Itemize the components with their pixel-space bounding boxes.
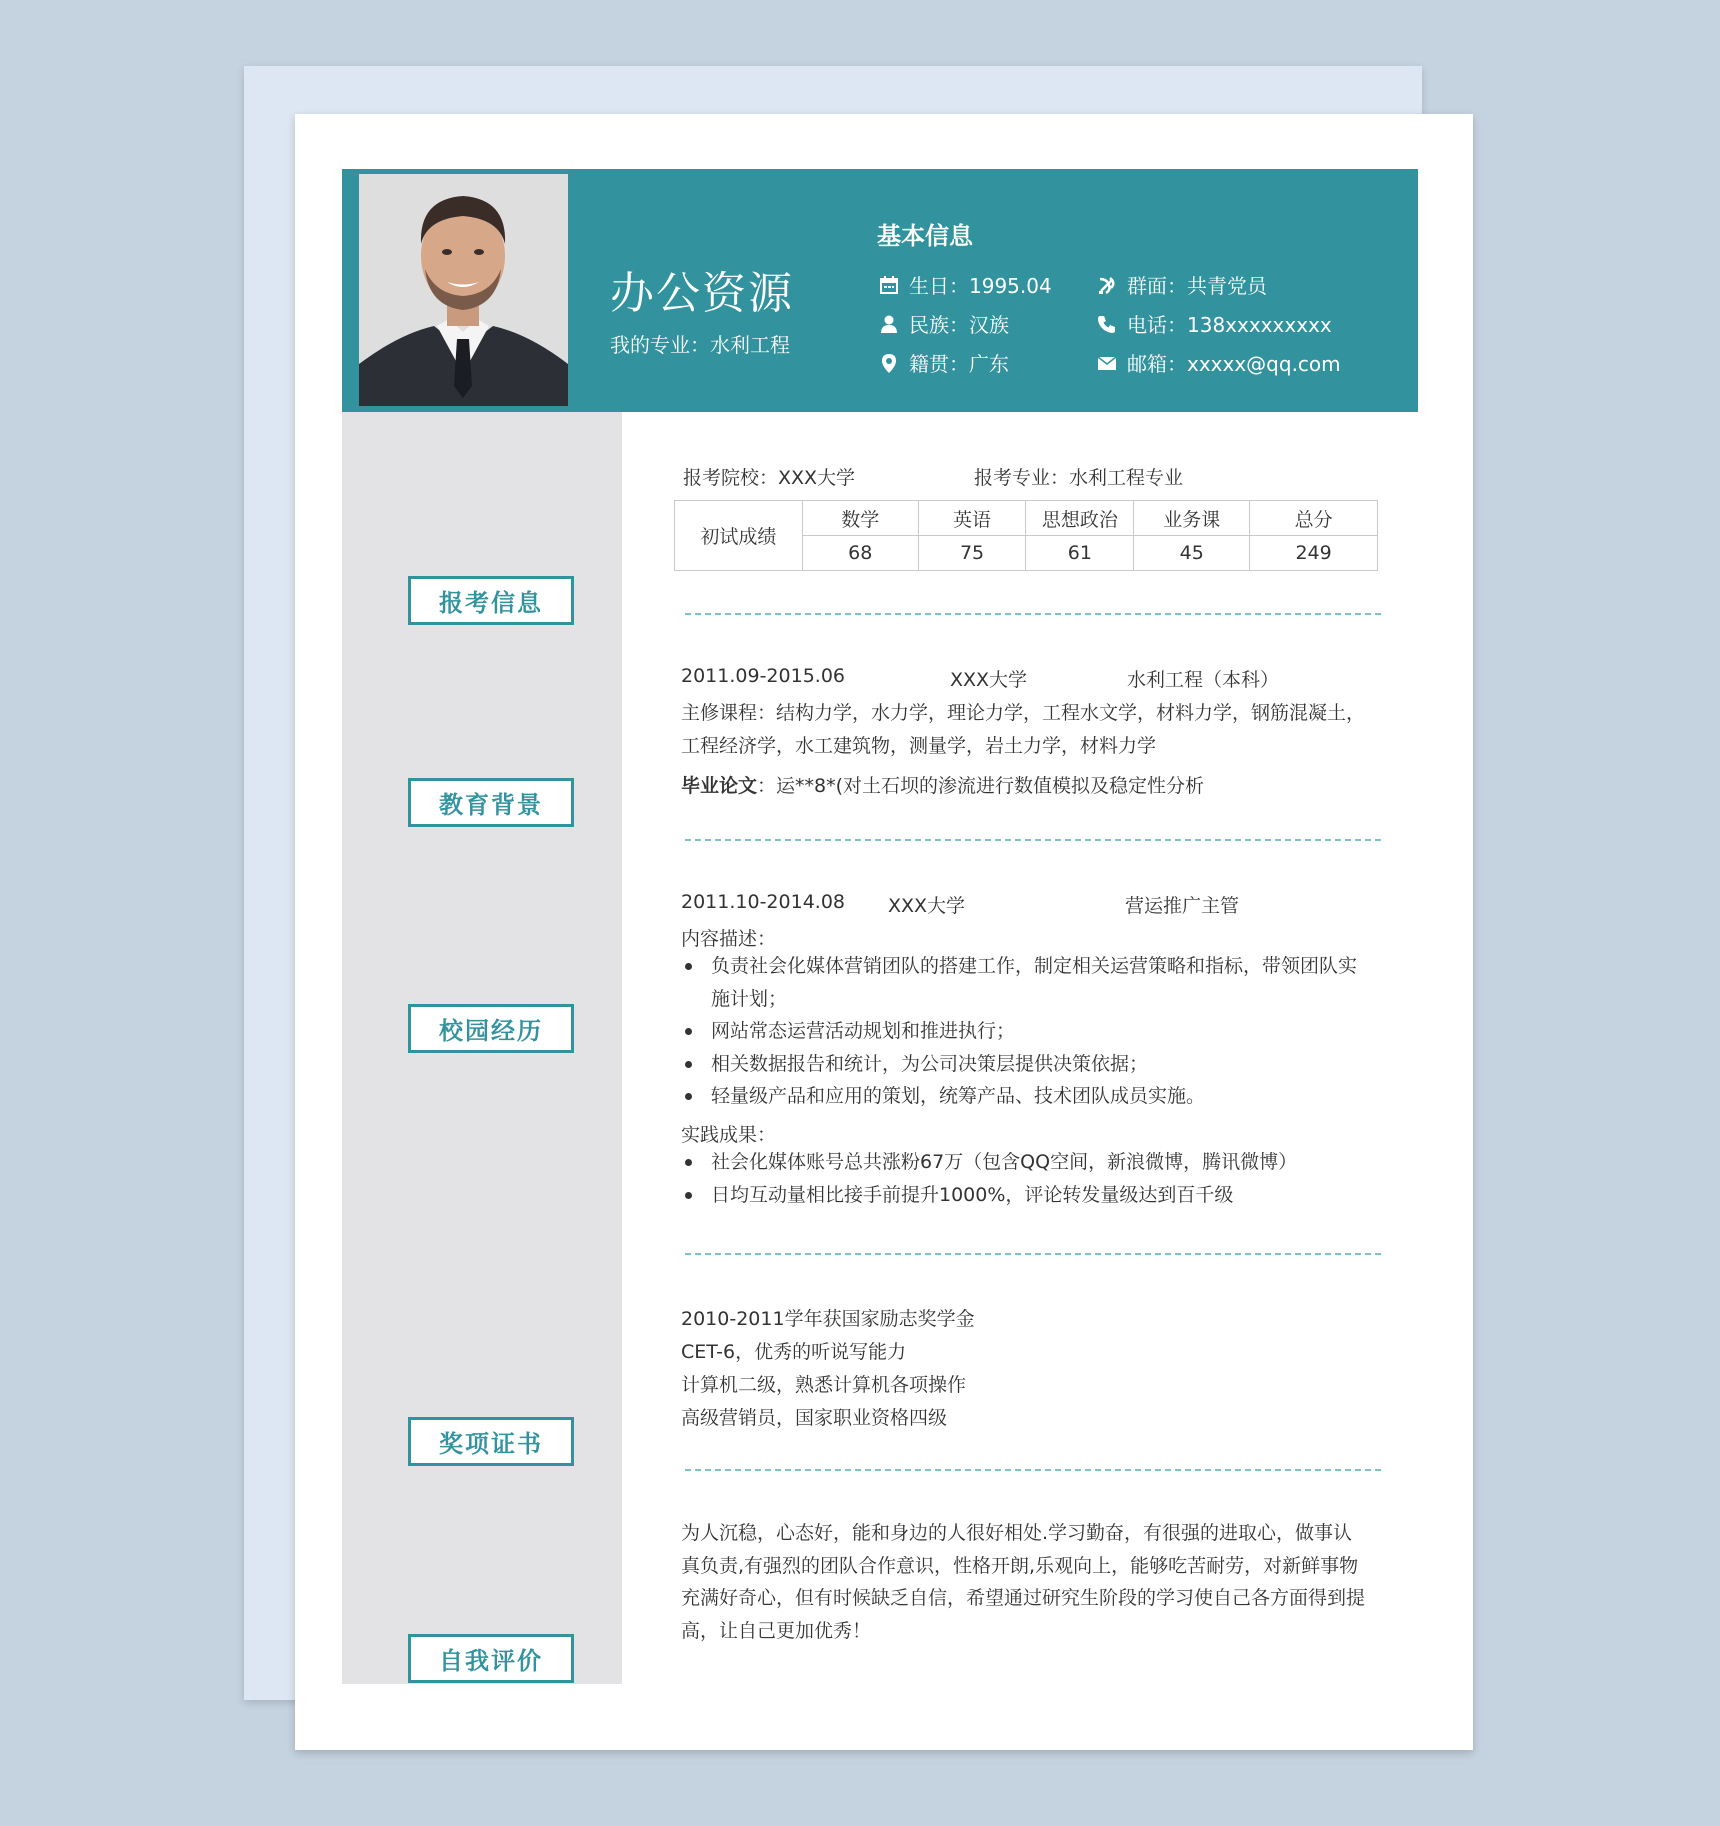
- list-item: 社会化媒体账号总共涨粉67万（包含QQ空间，新浪微博，腾讯微博）: [681, 1146, 1381, 1179]
- calendar-icon: [879, 275, 899, 295]
- list-item: 日均互动量相比接手前提升1000%，评论转发量级达到百千级: [681, 1179, 1381, 1212]
- location-pin-icon: [879, 353, 899, 373]
- campus-desc-list: [681, 950, 1381, 1113]
- score-table: [674, 500, 1378, 571]
- section-tag-education: 教育背景: [408, 778, 574, 827]
- list-item: 相关数据报告和统计，为公司决策层提供决策依据；: [681, 1048, 1381, 1081]
- score-cell: 45: [1134, 536, 1250, 571]
- education-thesis: [681, 771, 1204, 798]
- subject-header: 总分: [1250, 501, 1378, 536]
- campus-school: XXX大学: [888, 895, 966, 917]
- subject-header: 数学: [802, 501, 918, 536]
- person-icon: [879, 314, 899, 334]
- basic-info-title: 基本信息: [877, 222, 973, 250]
- birth-info: [879, 270, 1052, 299]
- list-item: 负责社会化媒体营销团队的搭建工作，制定相关运营策略和指标，带领团队实施计划；: [681, 950, 1371, 1015]
- education-courses-line2: 工程经济学，水工建筑物，测量学，岩土力学，材料力学: [681, 735, 1157, 757]
- section-divider: [685, 613, 1381, 615]
- education-school: XXX大学: [950, 669, 1028, 691]
- award-item: 2010-2011学年获国家励志奖学金: [681, 1308, 975, 1330]
- campus-desc-label: 内容描述：: [681, 928, 777, 950]
- section-tag-campus: 校园经历: [408, 1004, 574, 1053]
- section-tag-self: 自我评价: [408, 1634, 574, 1683]
- ethnic-info: [879, 309, 1009, 338]
- thesis-text: ：运**8*(对土石坝的渗流进行数值模拟及稳定性分析: [757, 775, 1205, 797]
- phone-text: 电话：138xxxxxxxxx: [1127, 313, 1332, 337]
- mail-icon: [1097, 353, 1117, 373]
- email-info: [1097, 348, 1341, 377]
- subject-header: 英语: [918, 501, 1026, 536]
- campus-role: 营运推广主管: [1125, 895, 1240, 917]
- political-text: 群面：共青党员: [1127, 274, 1267, 298]
- email-text: 邮箱：xxxxx@qq.com: [1127, 352, 1341, 376]
- phone-icon: [1097, 314, 1117, 334]
- ethnic-text: 民族：汉族: [909, 313, 1009, 337]
- sidebar: [342, 412, 622, 1684]
- profile-photo: [359, 174, 568, 406]
- campus-period: 2011.10-2014.08: [681, 891, 845, 913]
- list-item: 轻量级产品和应用的策划，统筹产品、技术团队成员实施。: [681, 1080, 1381, 1113]
- education-degree: 水利工程（本科）: [1127, 669, 1280, 691]
- birth-text: 生日：1995.04: [909, 274, 1052, 298]
- exam-school: 报考院校：XXX大学: [683, 467, 856, 489]
- subject-header: 思想政治: [1026, 501, 1134, 536]
- political-info: [1097, 270, 1267, 299]
- candidate-major: 我的专业：水利工程: [610, 333, 790, 357]
- section-tag-exam: 报考信息: [408, 576, 574, 625]
- subject-header: 业务课: [1134, 501, 1250, 536]
- campus-result-label: 实践成果：: [681, 1124, 777, 1146]
- thesis-label: 毕业论文: [681, 775, 758, 797]
- award-item: CET-6，优秀的听说写能力: [681, 1341, 907, 1363]
- table-row: [675, 501, 1378, 536]
- education-period: 2011.09-2015.06: [681, 665, 845, 687]
- native-text: 籍贯：广东: [909, 352, 1009, 376]
- candidate-name: 办公资源: [610, 268, 794, 319]
- section-divider: [685, 839, 1381, 841]
- score-cell: 61: [1026, 536, 1134, 571]
- score-row-label: 初试成绩: [675, 501, 803, 571]
- phone-info: [1097, 309, 1332, 338]
- award-item: 计算机二级，熟悉计算机各项操作: [681, 1374, 967, 1396]
- party-emblem-icon: [1097, 275, 1117, 295]
- exam-major: 报考专业：水利工程专业: [974, 467, 1184, 489]
- header-band: [342, 169, 1418, 412]
- section-tag-awards: 奖项证书: [408, 1417, 574, 1466]
- campus-result-list: [681, 1146, 1381, 1211]
- score-cell: 68: [802, 536, 918, 571]
- self-evaluation-text: 为人沉稳，心态好，能和身边的人很好相处.学习勤奋，有很强的进取心，做事认真负责,有强烈的团队合作意识，性格开朗,乐观向上，能够吃苦耐劳，对新鲜事物充满好奇心，但有时候缺乏自信，希望通过研究生阶段的学习使自己各方面得到提高，让自己更加优秀！: [681, 1522, 1366, 1642]
- native-info: [879, 348, 1009, 377]
- education-courses-line1: 主修课程：结构力学，水力学，理论力学，工程水文学，材料力学，钢筋混凝土，: [681, 702, 1366, 724]
- section-divider: [685, 1253, 1381, 1255]
- award-item: 高级营销员，国家职业资格四级: [681, 1407, 948, 1429]
- score-cell: 75: [918, 536, 1026, 571]
- resume-page: [295, 114, 1473, 1750]
- score-cell: 249: [1250, 536, 1378, 571]
- list-item: 网站常态运营活动规划和推进执行；: [681, 1015, 1381, 1048]
- section-divider: [685, 1469, 1381, 1471]
